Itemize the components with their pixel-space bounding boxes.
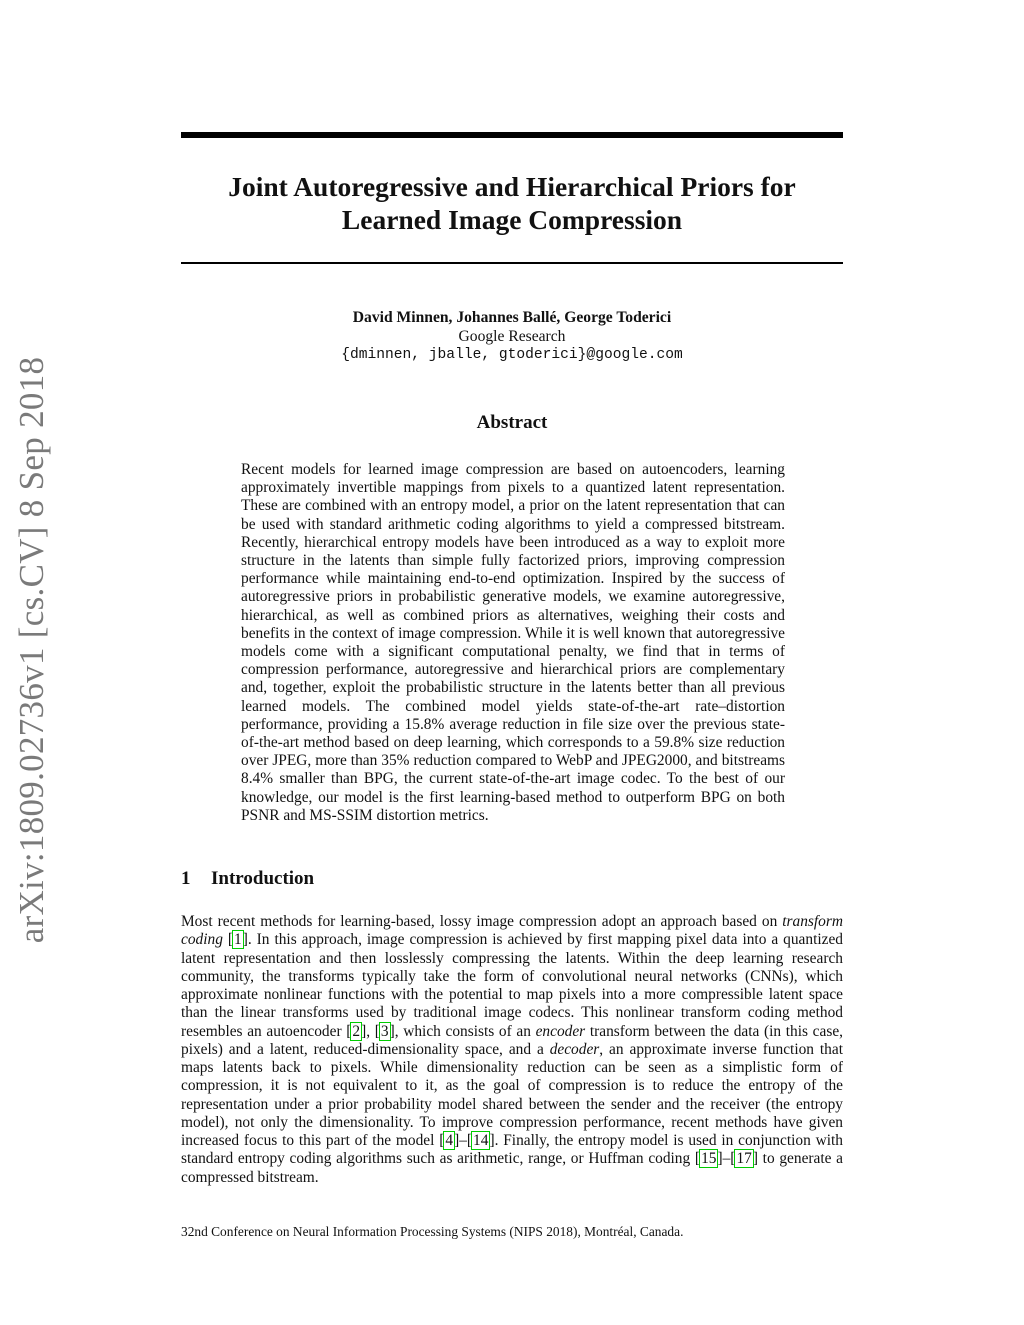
intro-text: . In this approach, image compression is achieved by first mapping pixel data into a quantized latent representation and then losslessly compressing the latents. Within the deep learning research community, the transforms typically take the form of convolutional neural networks (CNNs), which approximate nonlinear functions with the potential to map pixels into a more compressible latent space than the linear transforms used by traditional image codecs. This nonlinear transform coding method resembles an autoencoder — [181, 931, 843, 1040]
intro-text: , which consists of an — [394, 1022, 536, 1040]
citation-link[interactable]: 4 — [445, 1132, 454, 1150]
intro-text: – — [459, 1132, 467, 1150]
intro-text: . Finally, the entropy model is used in conjunction with standard entropy coding algorithms such as arithmetic, range, or Huffman coding — [181, 1132, 843, 1168]
title-line-1: Joint Autoregressive and Hierarchical Priors for — [228, 171, 796, 202]
citation-link[interactable]: 1 — [234, 931, 242, 949]
citation-link[interactable]: 2 — [352, 1022, 361, 1040]
intro-text: , an approximate inverse function that maps latents back to pixels. While dimensionality reduction can be seen as a simplistic form of compression, it is not equivalent to it, as the goal of compression is to reduce the entropy of the representation under a prior probability model shared between the sender and the receiver (the entropy model), not only the dimensionality. To improve compression performance, recent methods have given increased focus to this part of the model — [181, 1040, 843, 1150]
title-line-2: Learned Image Compression — [341, 204, 683, 235]
abstract-body: Recent models for learned image compression are based on autoencoders, learning approximately invertible mappings from pixels to a quantized latent representation. These are combined with an entropy model, a prior on the latent representation that can be used with standard arithmetic coding algorithms to yield a compressed bitstream. Recently, hierarchical entropy models have been introduced as a way to exploit more structure in the latents than simple fully factorized priors, improving compression performance while maintaining end-to-end optimization. Inspired by the success of autoregressive priors in probabilistic generative models, we examine autoregressive, hierarchical, as well as combined priors as alternatives, weighing their costs and benefits in the context of image compression. While it is well known that autoregressive models come with a significant computational penalty, we find that in terms of compression performance, autoregressive and hierarchical priors are complementary and, together, exploit the probabilistic structure in the latents better than all previous learned models. The combined model yields state-of-the-art rate–distortion performance, providing a 15.8% average reduction in file size over the previous state-of-the-art method based on deep learning, which corresponds to a 59.8% size reduction over JPEG, more than 35% reduction compared to WebP and JPEG2000, and bitstreams 8.4% smaller than BPG, the current state-of-the-art image codec. To the best of our knowledge, our model is the first learning-based method to outperform BPG on both PSNR and MS-SSIM distortion metrics. — [241, 461, 785, 824]
citation-link[interactable]: 15 — [701, 1150, 717, 1168]
citation-link[interactable]: 14 — [473, 1132, 489, 1150]
intro-text: Most recent methods for learning-based, lossy image compression adopt an approach based on — [181, 913, 783, 931]
section-heading-introduction — [181, 868, 843, 890]
section-number: 1 — [181, 868, 191, 890]
section-title: Introduction — [211, 868, 315, 890]
arxiv-side-stamp — [2, 356, 62, 944]
title-top-rule — [181, 132, 843, 138]
conference-footer: 32nd Conference on Neural Information Processing Systems (NIPS 2018), Montréal, Canada. — [181, 1224, 684, 1239]
citation-link[interactable]: 3 — [380, 1022, 389, 1040]
author-emails: {dminnen, jballe, gtoderici}@google.com — [341, 347, 683, 363]
intro-text: to generate a compressed bitstream. — [181, 1150, 844, 1186]
paper-first-page — [181, 132, 843, 1187]
intro-emphasis: encoder — [535, 1022, 586, 1040]
abstract-heading: Abstract — [476, 412, 548, 433]
intro-text: , — [366, 1022, 375, 1040]
affiliation: Google Research — [458, 328, 566, 345]
author-names: David Minnen, Johannes Ballé, George Toderici — [352, 309, 672, 326]
citation-link[interactable]: 17 — [736, 1150, 752, 1168]
introduction-paragraph: Most recent methods for learning-based, lossy image compression adopt an approach based on transform coding [1]. In this approach, image compression is achieved by first mapping pixel data into a quantized latent representation and then losslessly compressing the latents. Within the deep learning research community, the transforms typically take the form of convolutional neural networks (CNNs), which approximate nonlinear functions with the potential to map pixels into a more compressible latent space than the linear transforms used by traditional image codecs. This nonlinear transform coding method resembles an autoencoder [2], [3], which consists of an encoder transform between the data (in this case, pixels) and a latent, reduced-dimensionality space, and a decoder, an approximate inverse function that maps latents back to pixels. While dimensionality reduction can be seen as a simplistic form of compression, it is not equivalent to it, as the goal of compression is to reduce the entropy of the representation under a prior probability model shared between the sender and the receiver (the entropy model), not only the dimensionality. To improve compression performance, recent methods have given increased focus to this part of the model [4]–[14]. Finally, the entropy model is used in conjunction with standard entropy coding algorithms such as arithmetic, range, or Huffman coding [15]–[17] to generate a compressed bitstream. — [181, 913, 844, 1186]
intro-text: transform between the data (in this case, pixels) and a latent, reduced-dimensionality space, and a — [181, 1022, 843, 1058]
intro-emphasis: decoder — [549, 1040, 600, 1058]
arxiv-identifier: arXiv:1809.02736v1 [cs.CV] 8 Sep 2018 — [12, 356, 51, 944]
author-block — [181, 308, 843, 365]
intro-text: – — [722, 1150, 731, 1168]
title-bottom-rule — [181, 262, 843, 264]
paper-title — [181, 170, 843, 236]
intro-emphasis: transform coding — [181, 913, 843, 949]
